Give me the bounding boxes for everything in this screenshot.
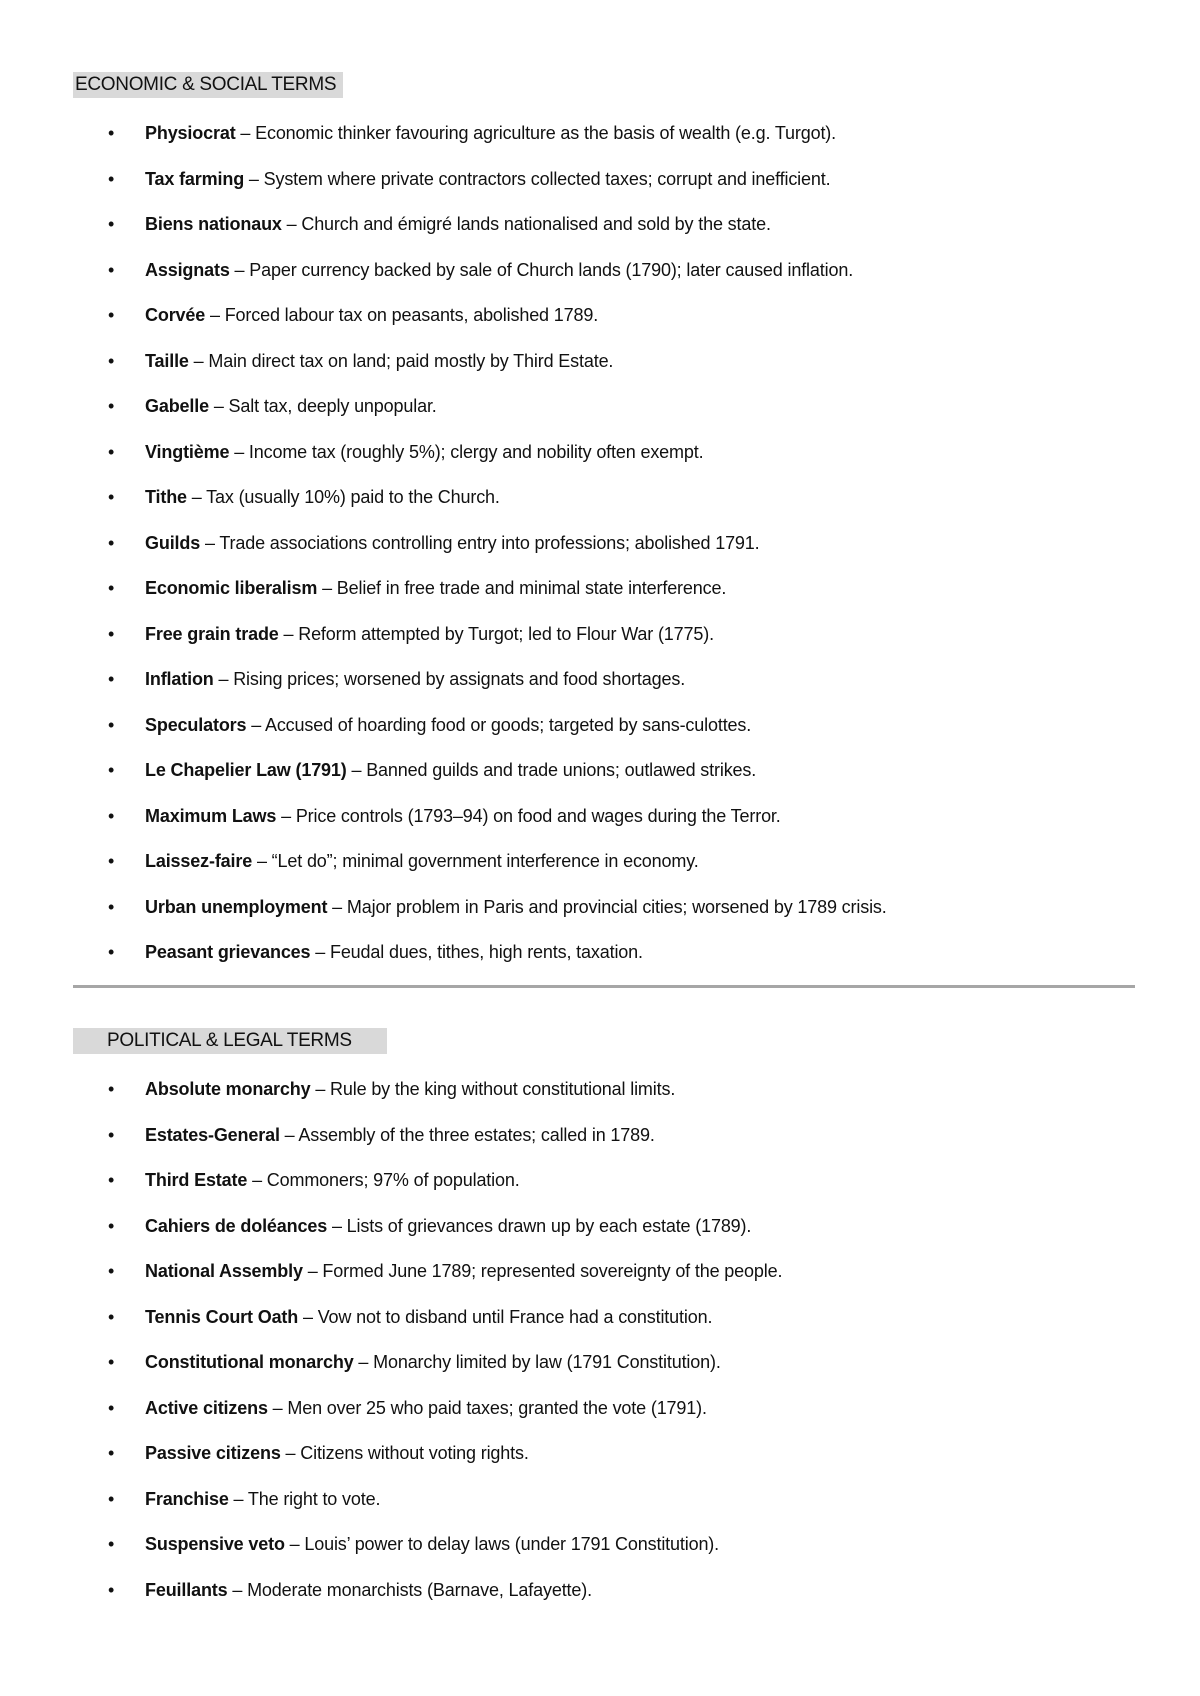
term-entry [145, 346, 613, 376]
term-name: Vingtième [145, 441, 230, 462]
term-name: Maximum Laws [145, 805, 277, 826]
section-heading-economic: ECONOMIC & SOCIAL TERMS [73, 72, 343, 98]
term-name: Corvée [145, 305, 206, 325]
term-name: Taille [145, 350, 189, 371]
term-definition: – “Let do”; minimal government interference in economy. [252, 851, 699, 871]
term-entry [145, 846, 699, 876]
term-definition: – Economic thinker favouring agriculture as the basis of wealth (e.g. Turgot). [235, 123, 837, 143]
term-entry [145, 573, 726, 603]
term-name: Cahiers de doléances [145, 1215, 328, 1236]
term-name: Franchise [145, 1488, 229, 1509]
bullet-icon: • [108, 1306, 115, 1327]
term-definition: – Income tax (roughly 5%); clergy and nobility often exempt. [229, 441, 704, 462]
bullet-icon: • [108, 1124, 115, 1145]
term-entry [145, 710, 751, 740]
bullet-icon: • [108, 1261, 115, 1281]
term-name: Biens nationaux [145, 214, 282, 234]
term-entry [145, 801, 781, 831]
bullet-icon: • [108, 1579, 115, 1600]
term-entry [145, 755, 756, 785]
term-definition: – Price controls (1793–94) on food and wages during the Terror. [276, 805, 781, 826]
bullet-icon: • [108, 669, 115, 689]
term-name: Urban unemployment [145, 896, 328, 917]
term-definition: – Monarchy limited by law (1791 Constitution). [353, 1352, 721, 1372]
term-entry [145, 482, 500, 512]
term-definition: – Main direct tax on land; paid mostly by Third Estate. [188, 350, 614, 371]
term-entry [145, 164, 830, 194]
term-definition: – Major problem in Paris and provincial cities; worsened by 1789 crisis. [327, 896, 887, 917]
term-entry [145, 437, 703, 467]
term-name: Assignats [145, 259, 230, 280]
term-entry [145, 1347, 721, 1377]
bullet-icon: • [108, 532, 115, 553]
term-definition: – Rule by the king without constitutional limits. [310, 1079, 676, 1099]
term-definition: – Tax (usually 10%) paid to the Church. [186, 487, 500, 507]
term-name: Inflation [145, 669, 214, 689]
term-definition: – Forced labour tax on peasants, abolished 1789. [205, 305, 599, 325]
term-definition: – Accused of hoarding food or goods; targeted by sans-culottes. [246, 714, 752, 735]
term-name: Tithe [145, 487, 187, 507]
term-definition: – The right to vote. [228, 1488, 381, 1509]
term-name: Feuillants [145, 1579, 228, 1600]
term-entry [145, 1120, 655, 1150]
bullet-icon: • [108, 1397, 115, 1418]
bullet-icon: • [108, 1352, 115, 1372]
term-definition: – Lists of grievances drawn up by each estate (1789). [327, 1215, 752, 1236]
bullet-icon: • [108, 1534, 115, 1554]
term-entry [145, 1438, 529, 1468]
term-name: Le Chapelier Law (1791) [145, 760, 347, 780]
term-entry [145, 619, 714, 649]
bullet-icon: • [108, 1488, 115, 1509]
term-definition: – Feudal dues, tithes, high rents, taxation. [310, 942, 643, 962]
term-definition: – Assembly of the three estates; called in 1789. [279, 1124, 655, 1145]
term-definition: – Moderate monarchists (Barnave, Lafayette). [227, 1579, 592, 1600]
term-entry [145, 1074, 675, 1104]
bullet-icon: • [108, 851, 115, 871]
term-definition: – System where private contractors collected taxes; corrupt and inefficient. [244, 168, 831, 189]
bullet-icon: • [108, 305, 115, 325]
bullet-icon: • [108, 1215, 115, 1236]
term-entry [145, 391, 437, 421]
term-entry [145, 118, 836, 148]
section-heading-political: POLITICAL & LEGAL TERMS [73, 1028, 387, 1054]
term-definition: – Trade associations controlling entry into professions; abolished 1791. [200, 532, 760, 553]
term-name: Third Estate [145, 1170, 248, 1190]
bullet-icon: • [108, 350, 115, 371]
term-name: Peasant grievances [145, 942, 311, 962]
term-name: Estates-General [145, 1124, 280, 1145]
term-name: Constitutional monarchy [145, 1352, 354, 1372]
term-entry [145, 1484, 380, 1514]
term-definition: – Belief in free trade and minimal state interference. [317, 578, 727, 598]
bullet-icon: • [108, 805, 115, 826]
term-definition: – Vow not to disband until France had a constitution. [298, 1306, 713, 1327]
term-name: Active citizens [145, 1397, 268, 1418]
bullet-icon: • [108, 714, 115, 735]
term-definition: – Church and émigré lands nationalised and sold by the state. [281, 214, 771, 234]
term-name: Gabelle [145, 396, 209, 416]
term-entry [145, 937, 643, 967]
bullet-icon: • [108, 487, 115, 507]
term-name: Speculators [145, 714, 247, 735]
term-name: Physiocrat [145, 123, 236, 143]
term-entry [145, 664, 685, 694]
bullet-icon: • [108, 396, 115, 416]
term-definition: – Louis’ power to delay laws (under 1791 Constitution). [284, 1534, 719, 1554]
bullet-icon: • [108, 1170, 115, 1190]
bullet-icon: • [108, 760, 115, 780]
term-definition: – Paper currency backed by sale of Church lands (1790); later caused inflation. [229, 259, 854, 280]
term-name: Economic liberalism [145, 578, 318, 598]
term-entry [145, 1256, 782, 1286]
term-entry [145, 300, 598, 330]
section-divider [73, 985, 1135, 988]
term-name: Passive citizens [145, 1443, 281, 1463]
term-definition: – Salt tax, deeply unpopular. [208, 396, 437, 416]
term-name: Suspensive veto [145, 1534, 285, 1554]
bullet-icon: • [108, 942, 115, 962]
term-name: Guilds [145, 532, 201, 553]
term-name: Absolute monarchy [145, 1079, 311, 1099]
term-entry [145, 528, 760, 558]
bullet-icon: • [108, 168, 115, 189]
bullet-icon: • [108, 1079, 115, 1099]
term-definition: – Formed June 1789; represented sovereignty of the people. [302, 1261, 783, 1281]
term-name: Laissez-faire [145, 851, 253, 871]
term-name: Tax farming [145, 168, 245, 189]
term-entry [145, 1393, 707, 1423]
bullet-icon: • [108, 441, 115, 462]
bullet-icon: • [108, 896, 115, 917]
term-entry [145, 1575, 592, 1605]
term-name: National Assembly [145, 1261, 303, 1281]
term-definition: – Reform attempted by Turgot; led to Flour War (1775). [278, 623, 714, 644]
term-entry [145, 1529, 719, 1559]
term-entry [145, 892, 887, 922]
term-name: Free grain trade [145, 623, 279, 644]
term-entry [145, 1165, 520, 1195]
bullet-icon: • [108, 623, 115, 644]
term-name: Tennis Court Oath [145, 1306, 299, 1327]
term-entry [145, 1302, 712, 1332]
term-definition: – Rising prices; worsened by assignats and food shortages. [213, 669, 686, 689]
bullet-icon: • [108, 1443, 115, 1463]
term-definition: – Commoners; 97% of population. [247, 1170, 520, 1190]
bullet-icon: • [108, 259, 115, 280]
term-entry [145, 1211, 751, 1241]
term-definition: – Citizens without voting rights. [280, 1443, 529, 1463]
bullet-icon: • [108, 214, 115, 234]
term-entry [145, 209, 771, 239]
term-entry [145, 255, 853, 285]
bullet-icon: • [108, 123, 115, 143]
term-definition: – Banned guilds and trade unions; outlawed strikes. [346, 760, 757, 780]
bullet-icon: • [108, 578, 115, 598]
term-definition: – Men over 25 who paid taxes; granted the vote (1791). [267, 1397, 707, 1418]
